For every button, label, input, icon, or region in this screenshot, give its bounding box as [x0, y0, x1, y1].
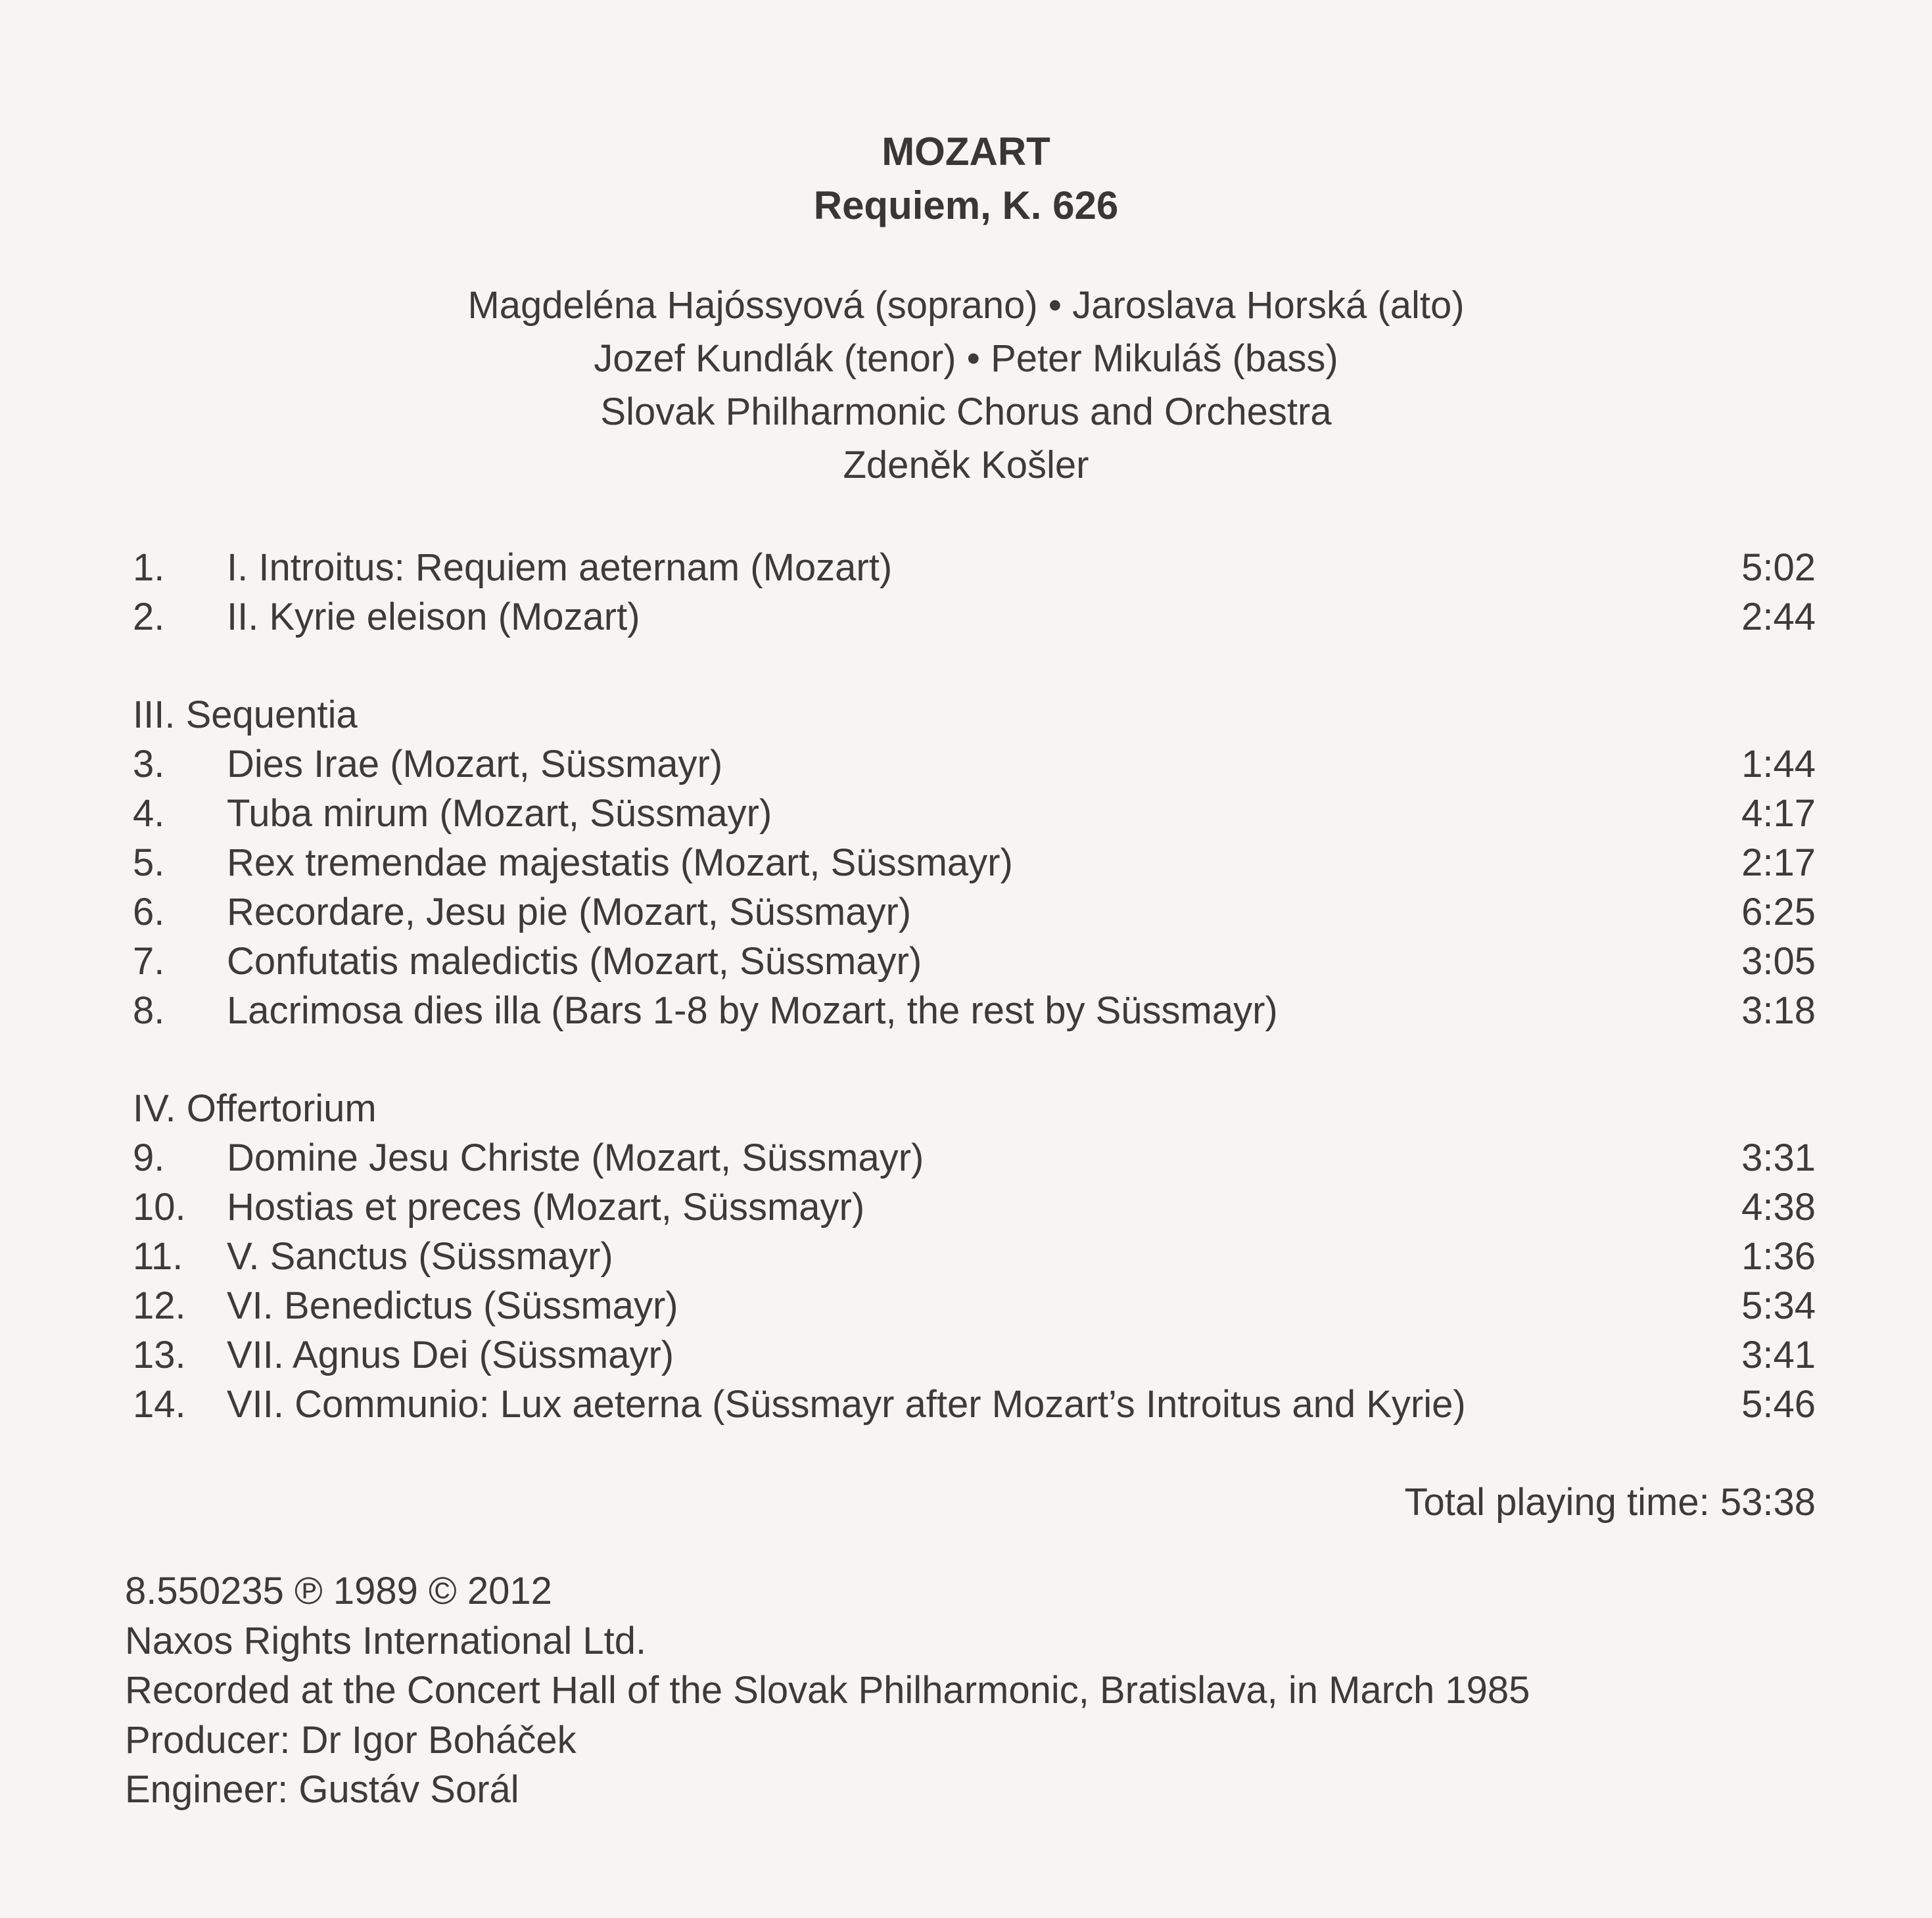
performer-line: Slovak Philharmonic Chorus and Orchestra — [600, 390, 1332, 433]
track-duration: 2:17 — [1741, 841, 1816, 884]
track-duration: 2:44 — [1741, 596, 1816, 638]
track-title: Dies Irae (Mozart, Süssmayr) — [227, 743, 723, 785]
track-title: II. Kyrie eleison (Mozart) — [227, 596, 640, 638]
track-duration: 5:02 — [1741, 546, 1816, 589]
performer-line: Jozef Kundlák (tenor) • Peter Mikuláš (bass) — [594, 337, 1338, 380]
track-row — [133, 838, 1816, 887]
track-number: 11. — [133, 1235, 183, 1278]
title-block — [0, 125, 1932, 233]
track-title: VII. Agnus Dei (Süssmayr) — [227, 1334, 674, 1376]
track-duration: 3:05 — [1741, 940, 1816, 983]
track-number: 6. — [133, 891, 165, 933]
track-title: I. Introitus: Requiem aeternam (Mozart) — [227, 546, 893, 589]
catalog-line: 8.550235 ℗ 1989 © 2012 — [125, 1570, 552, 1612]
track-duration: 3:41 — [1741, 1334, 1816, 1376]
track-row — [133, 1330, 1816, 1380]
track-row — [133, 592, 1816, 642]
track-title: Hostias et preces (Mozart, Süssmayr) — [227, 1186, 865, 1228]
rights-line: Naxos Rights International Ltd. — [125, 1619, 647, 1662]
conductor-line: Zdeněk Košler — [843, 444, 1089, 486]
track-title: Confutatis maledictis (Mozart, Süssmayr) — [227, 940, 922, 983]
track-duration: 4:17 — [1741, 792, 1816, 835]
track-title: Domine Jesu Christe (Mozart, Süssmayr) — [227, 1136, 924, 1179]
recording-location-line: Recorded at the Concert Hall of the Slovak Philharmonic, Bratislava, in March 1985 — [125, 1669, 1530, 1712]
track-number: 2. — [133, 596, 165, 638]
track-row — [133, 1133, 1816, 1182]
track-number: 10. — [133, 1186, 186, 1228]
track-duration: 3:18 — [1741, 989, 1816, 1032]
section-heading-sequentia: III. Sequentia — [133, 693, 358, 736]
track-row — [133, 1232, 1816, 1281]
track-row — [133, 1380, 1816, 1429]
track-list — [133, 543, 1816, 1429]
track-duration: 5:46 — [1741, 1383, 1816, 1426]
track-duration: 4:38 — [1741, 1186, 1816, 1228]
track-title: VI. Benedictus (Süssmayr) — [227, 1284, 678, 1327]
credits-block — [125, 1566, 1530, 1815]
track-title: Recordare, Jesu pie (Mozart, Süssmayr) — [227, 891, 912, 933]
engineer-line: Engineer: Gustáv Sorál — [125, 1768, 519, 1811]
track-number: 1. — [133, 546, 165, 589]
track-title: V. Sanctus (Süssmayr) — [227, 1235, 613, 1278]
track-row — [133, 1182, 1816, 1232]
track-number: 8. — [133, 989, 165, 1032]
track-row — [133, 887, 1816, 937]
track-number: 5. — [133, 841, 165, 884]
track-number: 14. — [133, 1383, 186, 1426]
track-duration: 6:25 — [1741, 891, 1816, 933]
track-row — [133, 937, 1816, 986]
track-number: 13. — [133, 1334, 186, 1376]
track-row — [133, 739, 1816, 789]
total-playing-time: Total playing time: 53:38 — [1404, 1481, 1816, 1524]
track-duration: 1:36 — [1741, 1235, 1816, 1278]
work-title: Requiem, K. 626 — [813, 183, 1119, 227]
composer-heading: MOZART — [882, 129, 1050, 174]
track-number: 4. — [133, 792, 165, 835]
track-title: Tuba mirum (Mozart, Süssmayr) — [227, 792, 772, 835]
track-row — [133, 789, 1816, 838]
track-number: 7. — [133, 940, 165, 983]
track-row — [133, 543, 1816, 592]
track-row — [133, 1281, 1816, 1330]
track-row — [133, 986, 1816, 1035]
track-number: 12. — [133, 1284, 186, 1327]
track-title: VII. Communio: Lux aeterna (Süssmayr after Mozart’s Introitus and Kyrie) — [227, 1383, 1466, 1426]
track-duration: 5:34 — [1741, 1284, 1816, 1327]
track-duration: 3:31 — [1741, 1136, 1816, 1179]
producer-line: Producer: Dr Igor Boháček — [125, 1718, 577, 1762]
track-number: 9. — [133, 1136, 165, 1179]
performer-line: Magdeléna Hajóssyová (soprano) • Jaroslava Horská (alto) — [467, 284, 1465, 327]
track-duration: 1:44 — [1741, 743, 1816, 785]
track-title: Rex tremendae majestatis (Mozart, Süssmayr) — [227, 841, 1013, 884]
track-number: 3. — [133, 743, 165, 785]
section-heading-offertorium: IV. Offertorium — [133, 1087, 377, 1130]
performers-block — [0, 279, 1932, 492]
track-title: Lacrimosa dies illa (Bars 1-8 by Mozart, the rest by Süssmayr) — [227, 989, 1278, 1032]
